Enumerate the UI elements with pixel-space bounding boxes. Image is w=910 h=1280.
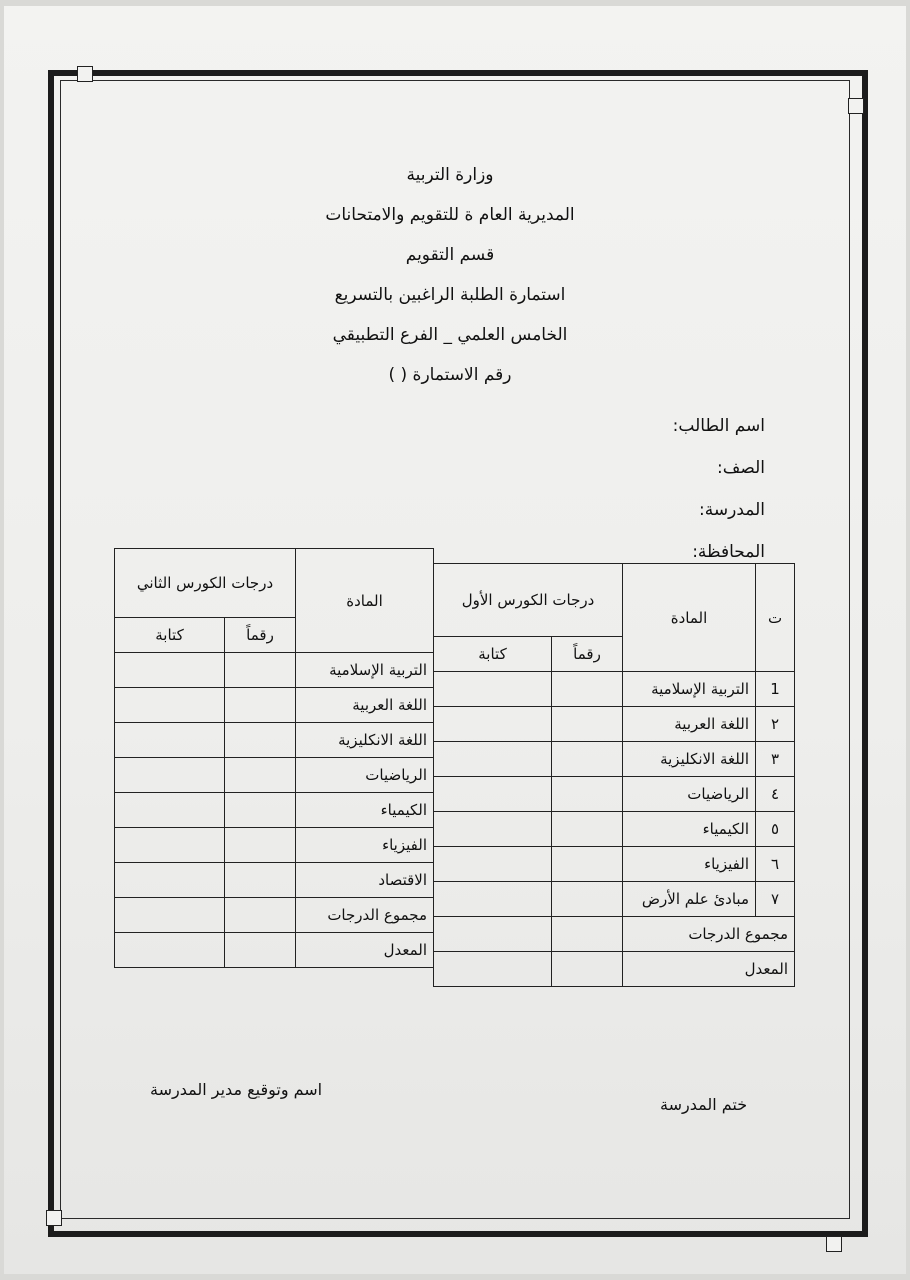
student-fields xyxy=(465,405,765,573)
table-row: الاقتصاد xyxy=(115,863,434,898)
governorate-label: المحافظة: xyxy=(692,542,765,562)
total-row: مجموع الدرجات xyxy=(434,917,795,952)
branch-title: الخامس العلمي _ الفرع التطبيقي xyxy=(332,325,568,345)
form-header xyxy=(150,155,750,395)
table-row: الكيمياء xyxy=(115,793,434,828)
table-row: الفيزياء xyxy=(115,828,434,863)
course1-table xyxy=(433,563,795,987)
school-seal-label: ختم المدرسة xyxy=(660,1095,748,1114)
col-grades-header: درجات الكورس الأول xyxy=(434,564,623,637)
total-row: مجموع الدرجات xyxy=(115,898,434,933)
table-row: ٥ الكيمياء xyxy=(434,812,795,847)
average-row: المعدل xyxy=(434,952,795,987)
col-number-header: ت xyxy=(756,564,795,672)
table-row: ٢ اللغة العربية xyxy=(434,707,795,742)
col-subject-header: المادة xyxy=(296,549,434,653)
col-digits-header: رقماً xyxy=(225,618,296,653)
col-digits-header: رقماً xyxy=(552,637,623,672)
directorate-title: المديرية العام ة للتقويم والامتحانات xyxy=(325,205,575,225)
table-row: ٣ اللغة الانكليزية xyxy=(434,742,795,777)
ministry-title: وزارة التربية xyxy=(406,165,494,185)
corner-ornament xyxy=(77,66,93,82)
col-subject-header: المادة xyxy=(623,564,756,672)
form-number: رقم الاستمارة ( ) xyxy=(388,365,512,385)
col-words-header: كتابة xyxy=(115,618,225,653)
corner-ornament xyxy=(848,98,864,114)
table-row: ٤ الرياضيات xyxy=(434,777,795,812)
table-row: ٦ الفيزياء xyxy=(434,847,795,882)
table-row: اللغة العربية xyxy=(115,688,434,723)
col-words-header: كتابة xyxy=(434,637,552,672)
principal-signature-label: اسم وتوقيع مدير المدرسة xyxy=(150,1080,323,1099)
corner-ornament xyxy=(826,1236,842,1252)
table-row: 1 التربية الإسلامية xyxy=(434,672,795,707)
class-label: الصف: xyxy=(717,458,765,478)
col-grades-header: درجات الكورس الثاني xyxy=(115,549,296,618)
department-title: قسم التقويم xyxy=(405,245,495,265)
average-row: المعدل xyxy=(115,933,434,968)
course2-table xyxy=(114,548,434,968)
school-label: المدرسة: xyxy=(699,500,765,520)
table-row: الرياضيات xyxy=(115,758,434,793)
form-title: استمارة الطلبة الراغبين بالتسريع xyxy=(334,285,566,305)
table-row: التربية الإسلامية xyxy=(115,653,434,688)
student-name-label: اسم الطالب: xyxy=(672,416,765,436)
table-row: اللغة الانكليزية xyxy=(115,723,434,758)
table-row: ٧ مبادئ علم الأرض xyxy=(434,882,795,917)
corner-ornament xyxy=(46,1210,62,1226)
